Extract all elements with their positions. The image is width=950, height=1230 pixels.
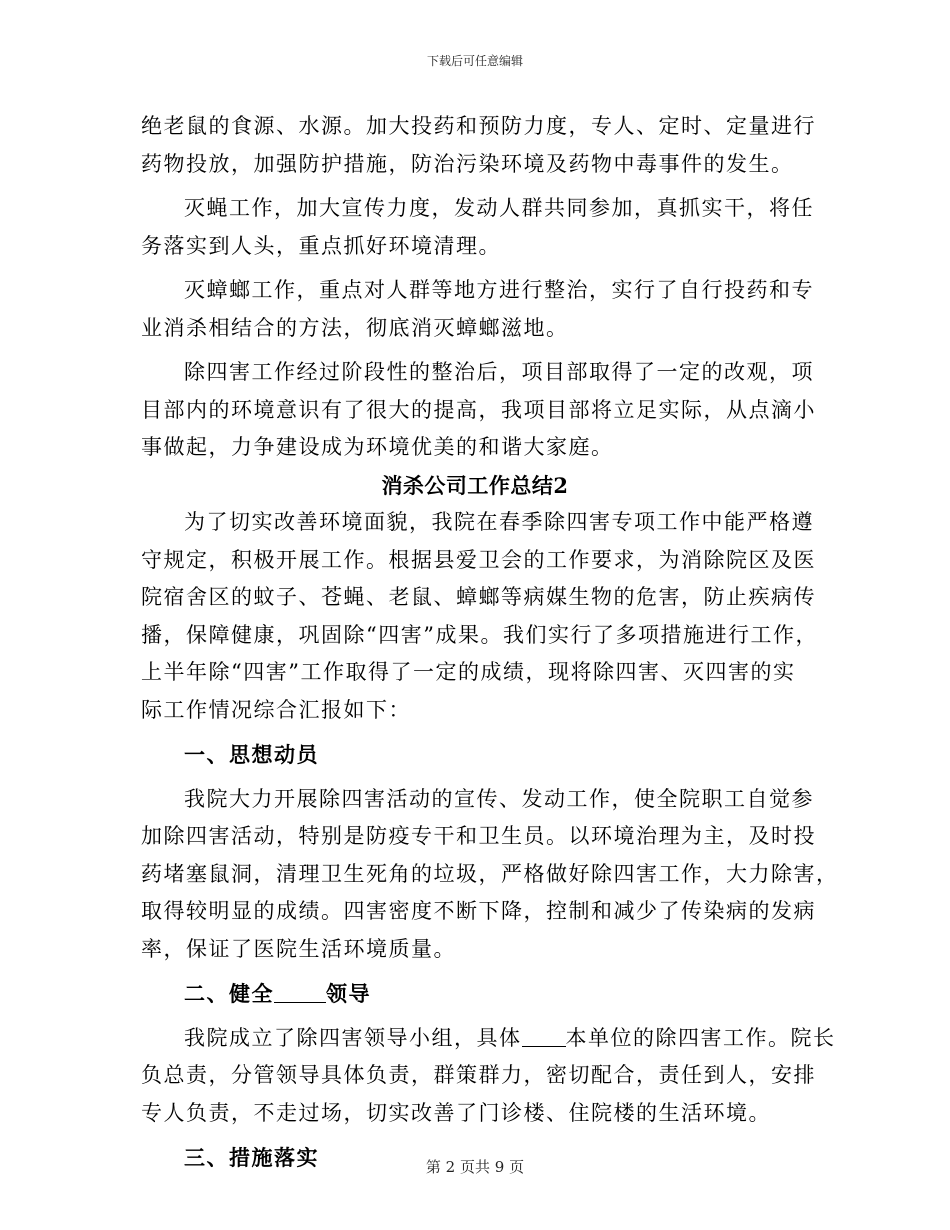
blank-underline xyxy=(274,980,326,1003)
paragraph-line: 守规定，积极开展工作。根据县爱卫会的工作要求，为消除院区及医 xyxy=(141,547,816,572)
paragraph-line: 上半年除“四害”工作取得了一定的成绩，现将除四害、灭四害的实 xyxy=(141,660,796,684)
paragraph-line: 取得较明显的成绩。四害密度不断下降，控制和减少了传染病的发病 xyxy=(141,899,816,923)
page-number: 第 2 页共 9 页 xyxy=(425,1158,525,1176)
paragraph-line: 灭蟑螂工作，重点对人群等地方进行整治，实行了自行投药和专 xyxy=(184,278,814,302)
paragraph-line: 业消杀相结合的方法，彻底消灭蟑螂滋地。 xyxy=(141,315,569,340)
paragraph-line: 率，保证了医院生活环境质量。 xyxy=(141,936,456,961)
text-segment: 我院成立了除四害领导小组，具体 xyxy=(184,1025,522,1050)
paragraph-line: 灭蝇工作，加大宣传力度，发动人群共同参加，真抓实干，将任 xyxy=(184,196,814,220)
subheading-part: 二、健全 xyxy=(184,981,274,1006)
page-header: 下载后可任意编辑 xyxy=(426,54,523,68)
paragraph-line: 除四害工作经过阶段性的整治后，项目部取得了一定的改观，项 xyxy=(184,360,814,384)
paragraph-line: 务落实到人头，重点抓好环境清理。 xyxy=(141,233,501,258)
paragraph-line: 院宿舍区的蚊子、苍蝇、老鼠、蟑螂等病媒生物的危害，防止疾病传 xyxy=(141,585,816,609)
document-body xyxy=(141,108,839,1177)
section-title: 消杀公司工作总结2 xyxy=(381,472,569,498)
paragraph-line: 绝老鼠的食源、水源。加大投药和预防力度，专人、定时、定量进行 xyxy=(141,114,816,138)
blank-underline xyxy=(522,1024,566,1047)
paragraph-line: 目部内的环境意识有了很大的提高，我项目部将立足实际，从点滴小 xyxy=(141,397,816,422)
paragraph-line: 我院大力开展除四害活动的宣传、发动工作，使全院职工自觉参 xyxy=(184,786,814,811)
paragraph-line: 加除四害活动，特别是防疫专干和卫生员。以环境治理为主，及时投 xyxy=(141,824,816,848)
paragraph-line: 播，保障健康，巩固除“四害”成果。我们实行了多项措施进行工作， xyxy=(141,622,818,647)
paragraph-line: 为了切实改善环境面貌，我院在春季除四害专项工作中能严格遵 xyxy=(184,510,814,534)
paragraph-line xyxy=(141,1020,836,1058)
paragraph-line: 药堵塞鼠洞，清理卫生死角的垃圾，严格做好除四害工作，大力除害， xyxy=(141,861,839,886)
subheading-thought-mobilization: 一、思想动员 xyxy=(184,742,319,767)
subheading-leadership xyxy=(141,975,809,1013)
text-segment: 本单位的除四害工作。院长 xyxy=(565,1025,836,1050)
paragraph-line: 专人负责，不走过场，切实改善了门诊楼、住院楼的生活环境。 xyxy=(141,1100,771,1125)
paragraph-line: 事做起，力争建设成为环境优美的和谐大家庭。 xyxy=(141,435,614,459)
paragraph-line: 药物投放，加强防护措施，防治污染环境及药物中毒事件的发生。 xyxy=(141,151,794,176)
paragraph-line: 负总责，分管领导具体负责，群策群力，密切配合，责任到人，安排 xyxy=(141,1063,816,1087)
subheading-measures: 三、措施落实 xyxy=(184,1145,319,1170)
paragraph-line: 际工作情况综合汇报如下： xyxy=(141,697,411,722)
subheading-part: 领导 xyxy=(326,981,371,1006)
